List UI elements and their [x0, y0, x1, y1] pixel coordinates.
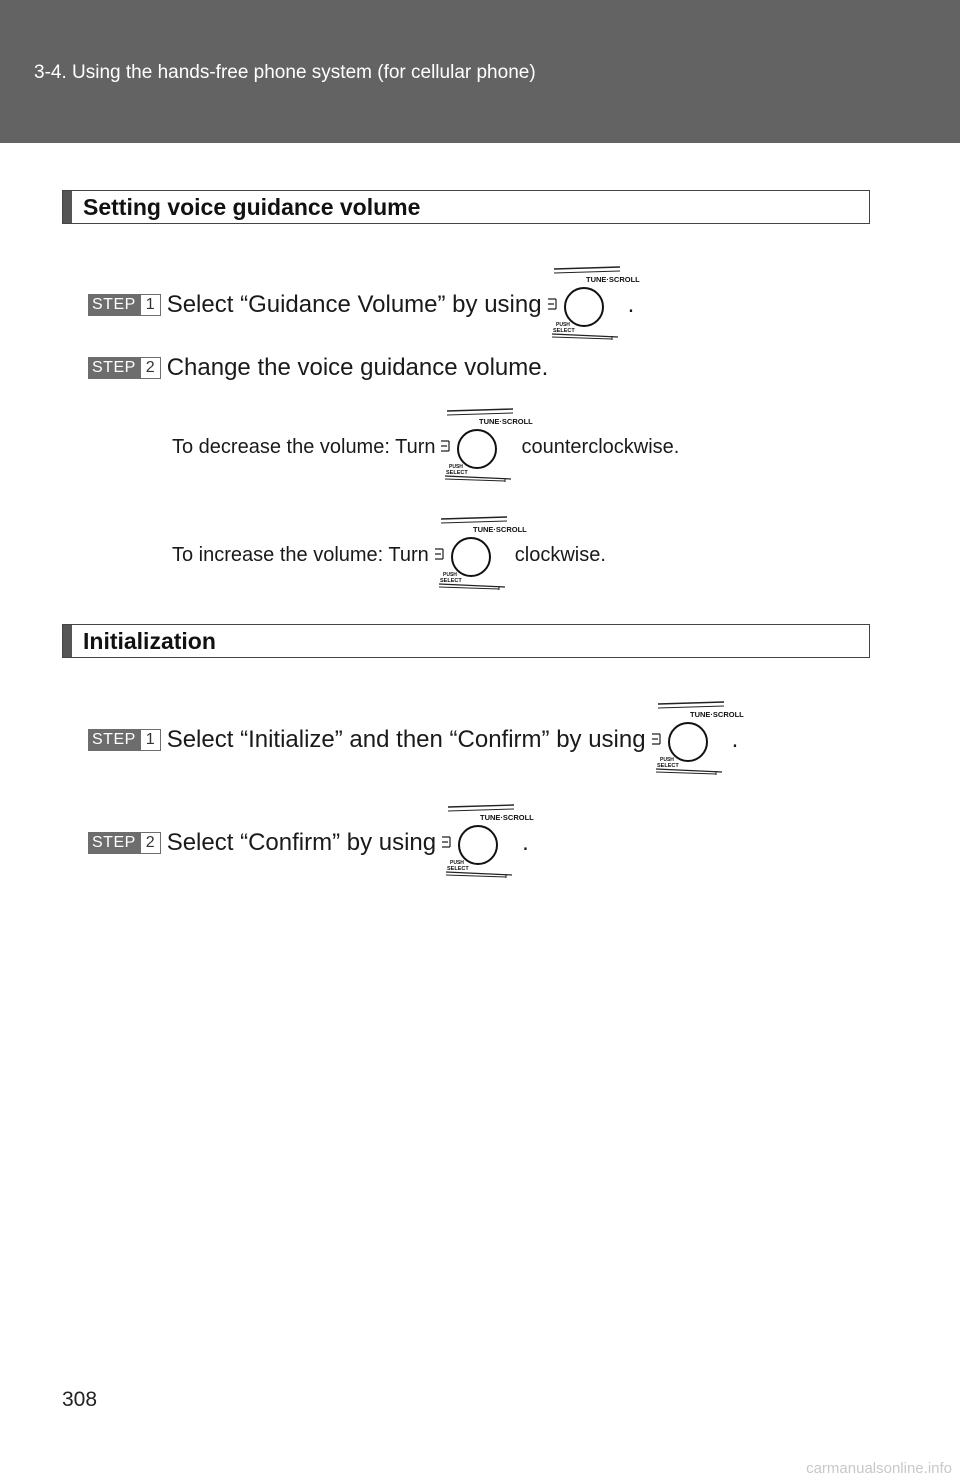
section-heading-voice-volume — [62, 190, 870, 224]
step-badge: STEP 1 — [88, 729, 161, 751]
step-badge: STEP 2 — [88, 832, 161, 854]
svg-text:TUNE·SCROLL: TUNE·SCROLL — [479, 416, 534, 426]
section-title: Initialization — [83, 628, 216, 654]
svg-text:PUSH: PUSH — [449, 463, 464, 470]
page-header — [0, 0, 960, 143]
header-title: 3-4. Using the hands-free phone system (for cellular phone) — [34, 62, 536, 83]
section-accent — [63, 625, 72, 657]
step-text: Select “Guidance Volume” by using — [166, 291, 542, 318]
section-accent — [63, 191, 72, 223]
svg-text:TUNE·SCROLL: TUNE·SCROLL — [472, 524, 527, 534]
svg-text:TUNE·SCROLL: TUNE·SCROLL — [585, 274, 640, 284]
tune-scroll-knob-icon — [433, 516, 527, 595]
svg-text:SELECT: SELECT — [552, 327, 575, 334]
svg-text:SELECT: SELECT — [439, 577, 462, 584]
svg-text:SELECT: SELECT — [447, 865, 469, 872]
step-badge: STEP 2 — [88, 357, 161, 379]
section-title: Setting voice guidance volume — [83, 194, 421, 220]
tune-scroll-knob-icon — [439, 408, 534, 487]
svg-text:TUNE·SCROLL: TUNE·SCROLL — [480, 812, 534, 822]
tune-scroll-knob-icon — [440, 804, 534, 883]
svg-text:PUSH: PUSH — [659, 756, 674, 763]
init-step1: STEP 1 Select “Initialize” and then “Confirm” by using TUNE·SCROLL PUSH SELECT . — [88, 703, 738, 777]
page-number: 308 — [62, 1388, 98, 1411]
voice-step1: STEP 1 Select “Guidance Volume” by using TUNE·SCROLL PUSH SELECT . — [88, 268, 634, 342]
tune-scroll-knob-icon — [650, 701, 744, 780]
svg-text:TUNE·SCROLL: TUNE·SCROLL — [689, 709, 744, 719]
step-text: Select “Confirm” by using — [166, 829, 437, 856]
voice-increase-line: To increase the volume: Turn TUNE·SCROLL PUSH SELECT clockwise. — [172, 518, 606, 592]
step-text: Select “Initialize” and then “Confirm” by using — [166, 726, 646, 753]
voice-step2 — [88, 353, 548, 383]
step-text: Change the voice guidance volume. — [166, 354, 549, 381]
tune-scroll-knob-icon — [546, 266, 640, 345]
section-heading-initialization — [62, 624, 870, 658]
svg-text:PUSH: PUSH — [442, 571, 457, 578]
watermark: carmanualsonline.info — [806, 1460, 952, 1477]
step-badge: STEP 1 — [88, 294, 161, 316]
svg-text:SELECT: SELECT — [446, 469, 469, 476]
svg-text:PUSH: PUSH — [555, 321, 570, 328]
init-step2: STEP 2 Select “Confirm” by using TUNE·SCROLL PUSH SELECT . — [88, 806, 529, 880]
voice-decrease-line: To decrease the volume: Turn TUNE·SCROLL PUSH SELECT counterclockwise. — [172, 410, 679, 484]
svg-text:PUSH: PUSH — [450, 859, 465, 866]
svg-text:SELECT: SELECT — [656, 762, 679, 769]
